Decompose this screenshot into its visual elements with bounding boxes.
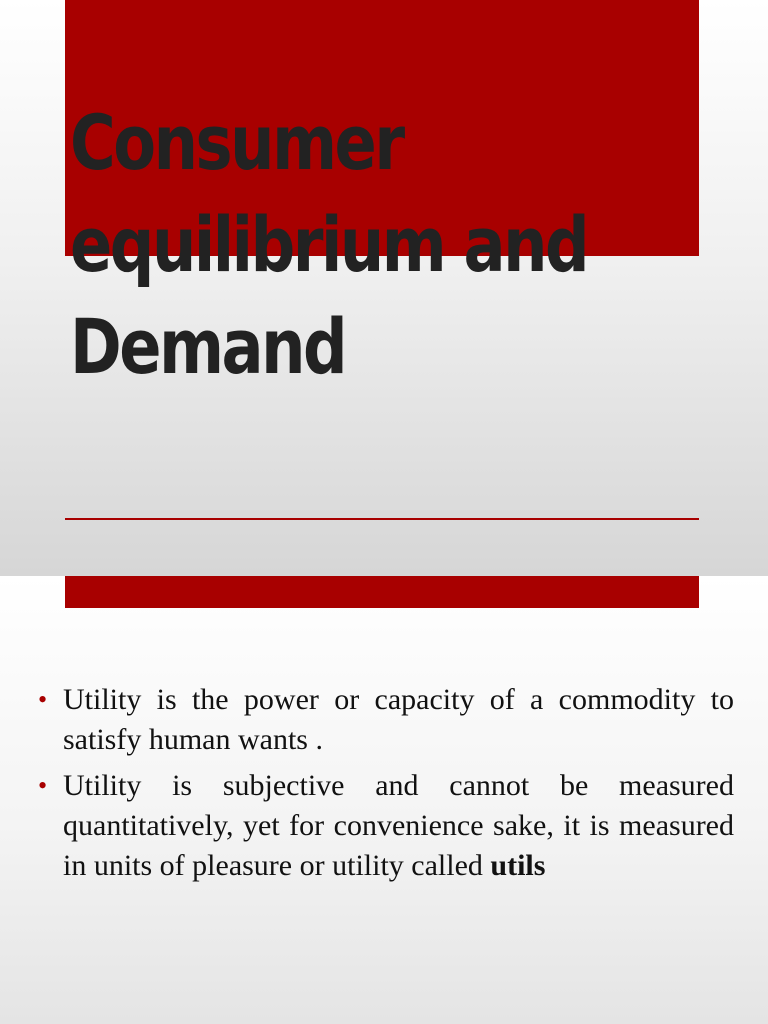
bullet-text: Utility is subjective and cannot be measured quantitatively, yet for convenience sake, it is measured in units of pleasure or utility called [63, 769, 734, 882]
slide-title: Consumer equilibrium and Demand [70, 98, 588, 391]
content-red-strip [65, 576, 699, 608]
bullet-item [38, 680, 734, 760]
bullet-icon: • [38, 685, 48, 714]
title-divider [65, 518, 699, 520]
content-slide [0, 576, 768, 1024]
bullet-list [38, 680, 734, 892]
bullet-bold-term: utils [490, 849, 546, 882]
bullet-icon: • [38, 771, 48, 800]
bullet-text: Utility is the power or capacity of a commodity to satisfy human wants . [63, 683, 734, 756]
bullet-item [38, 766, 734, 886]
